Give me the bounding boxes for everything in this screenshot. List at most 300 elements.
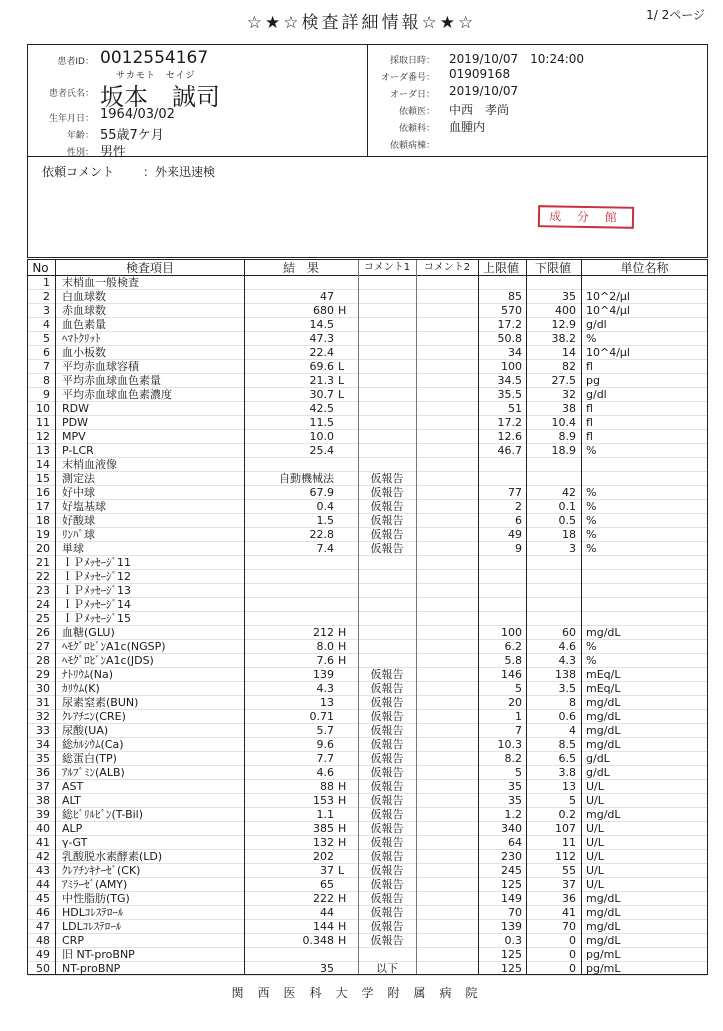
unit-name: % (586, 500, 597, 513)
result-value (244, 584, 336, 597)
sex: 男性 (100, 145, 127, 160)
upper-limit: 70 (508, 906, 522, 919)
lower-limit: 8 (569, 696, 576, 709)
upper-limit: 8.2 (504, 752, 522, 765)
test-item: ＩＰﾒｯｾｰｼﾞ14 (62, 598, 131, 611)
test-item: P-LCR (62, 444, 94, 457)
result-value: 44 (320, 906, 334, 919)
unit-name: g/dl (586, 318, 607, 331)
upper-limit: 17.2 (497, 318, 522, 331)
abnormal-flag (338, 696, 356, 709)
row-number: 4 (43, 318, 50, 331)
test-item: ﾅﾄﾘｳﾑ(Na) (62, 668, 114, 681)
unit-name: % (586, 542, 597, 555)
upper-limit: 20 (508, 696, 522, 709)
result-value (244, 598, 336, 611)
lower-limit: 18.9 (551, 444, 576, 457)
dept-label: 依頼科： (398, 124, 435, 134)
test-item: 血色素量 (62, 318, 106, 331)
comment1: 仮報告 (370, 794, 404, 807)
result-value: 680 (313, 304, 334, 317)
test-item: ｱﾐﾗｰｾﾞ(AMY) (62, 878, 128, 891)
unit-name: % (586, 514, 597, 527)
abnormal-flag (338, 752, 356, 765)
upper-limit: 77 (508, 486, 522, 499)
unit-name: U/L (586, 836, 604, 849)
upper-limit: 149 (501, 892, 522, 905)
result-value: 11.5 (309, 416, 334, 429)
upper-limit: 10.3 (497, 738, 522, 751)
unit-name: g/dL (586, 752, 610, 765)
upper-limit: 51 (508, 402, 522, 415)
row-number: 21 (36, 556, 50, 569)
table-row (28, 318, 707, 332)
test-item: 平均赤血球容積 (62, 360, 139, 373)
header-result: 結 果 (282, 261, 319, 275)
unit-name: mg/dL (586, 696, 621, 709)
lower-limit: 5 (569, 794, 576, 807)
datetime-label: 採取日時： (389, 56, 435, 66)
unit-name: fl (586, 430, 593, 443)
comment1: 仮報告 (370, 472, 404, 485)
lower-limit (524, 556, 578, 569)
lower-limit: 41 (562, 906, 576, 919)
result-value: 88 (320, 780, 334, 793)
lower-limit: 55 (562, 864, 576, 877)
table-row (28, 640, 707, 654)
lower-limit (524, 570, 578, 583)
upper-limit: 35.5 (497, 388, 522, 401)
test-item: ＩＰﾒｯｾｰｼﾞ12 (62, 570, 131, 583)
table-row (28, 850, 707, 864)
lower-limit: 27.5 (551, 374, 576, 387)
result-value: 22.8 (309, 528, 334, 541)
dob-label: 生年月日： (48, 114, 94, 124)
comment1 (358, 598, 416, 611)
test-item: ＩＰﾒｯｾｰｼﾞ13 (62, 584, 131, 597)
lower-limit: 8.9 (558, 430, 576, 443)
abnormal-flag: L (338, 388, 345, 401)
lower-limit: 32 (562, 388, 576, 401)
test-item: ｸﾚｱﾁﾆﾝ(CRE) (62, 710, 126, 723)
row-number: 40 (36, 822, 50, 835)
test-item: ｸﾚｱﾁﾝｷﾅｰｾﾞ(CK) (62, 864, 141, 877)
upper-limit: 100 (501, 626, 522, 639)
abnormal-flag (338, 542, 356, 555)
abnormal-flag (338, 906, 356, 919)
unit-name: fl (586, 360, 593, 373)
upper-limit: 230 (501, 850, 522, 863)
red-stamp: 成 分 館 (538, 205, 634, 229)
comment1 (358, 654, 416, 667)
result-value: 9.6 (316, 738, 334, 751)
result-value: 139 (313, 668, 334, 681)
comment1: 仮報告 (370, 528, 404, 541)
result-value: 35 (320, 962, 334, 975)
test-item: MPV (62, 430, 86, 443)
row-number: 7 (43, 360, 50, 373)
table-row (28, 598, 707, 612)
lower-limit: 14 (562, 346, 576, 359)
result-value: 0.71 (309, 710, 334, 723)
comment1: 仮報告 (370, 892, 404, 905)
unit-name: % (586, 654, 597, 667)
upper-limit: 2 (515, 500, 522, 513)
header-no: No (32, 261, 49, 275)
test-item: ＩＰﾒｯｾｰｼﾞ15 (62, 612, 131, 625)
test-item: ＩＰﾒｯｾｰｼﾞ11 (62, 556, 131, 569)
results-table (27, 259, 708, 975)
upper-limit: 46.7 (497, 444, 522, 457)
result-value: 14.5 (309, 318, 334, 331)
result-value (244, 556, 336, 569)
row-number: 31 (36, 696, 50, 709)
table-row (28, 948, 707, 962)
comment1 (358, 332, 416, 345)
comment1 (358, 304, 416, 317)
result-value: 0.4 (316, 500, 334, 513)
lower-limit: 35 (562, 290, 576, 303)
dob: 1964/03/02 (100, 107, 175, 122)
age: 55歳7ケ月 (100, 128, 164, 143)
abnormal-flag (338, 458, 356, 471)
requesting-dept: 血腫内 (449, 120, 486, 134)
abnormal-flag (338, 570, 356, 583)
result-value: 42.5 (309, 402, 334, 415)
abnormal-flag (338, 850, 356, 863)
result-value: 7.6 (316, 654, 334, 667)
abnormal-flag (338, 710, 356, 723)
lower-limit (524, 612, 578, 625)
result-value: 37 (320, 864, 334, 877)
row-number: 43 (36, 864, 50, 877)
abnormal-flag (338, 584, 356, 597)
lower-limit: 3 (569, 542, 576, 555)
lower-limit: 13 (562, 780, 576, 793)
table-row (28, 710, 707, 724)
unit-name (582, 458, 707, 471)
abnormal-flag: H (338, 304, 347, 317)
comment1 (358, 612, 416, 625)
upper-limit (478, 472, 524, 485)
row-number: 17 (36, 500, 50, 513)
row-number: 6 (43, 346, 50, 359)
test-item: 測定法 (62, 472, 95, 485)
unit-name: mEq/L (586, 668, 621, 681)
comment1 (358, 290, 416, 303)
unit-name: % (586, 486, 597, 499)
table-row (28, 430, 707, 444)
result-value: 1.1 (316, 808, 334, 821)
unit-name: % (586, 332, 597, 345)
order-info (369, 45, 707, 156)
comment1: 仮報告 (370, 836, 404, 849)
abnormal-flag (338, 346, 356, 359)
test-item: 旧 NT-proBNP (62, 948, 135, 961)
header-comment1: コメント1 (363, 262, 411, 273)
table-row (28, 892, 707, 906)
upper-limit (478, 584, 524, 597)
unit-name: U/L (586, 780, 604, 793)
upper-limit (478, 598, 524, 611)
table-row (28, 752, 707, 766)
unit-name (582, 472, 707, 485)
unit-name: mg/dL (586, 920, 621, 933)
upper-limit: 50.8 (497, 332, 522, 345)
upper-limit: 49 (508, 528, 522, 541)
comment1: 仮報告 (370, 500, 404, 513)
lower-limit: 18 (562, 528, 576, 541)
row-number: 38 (36, 794, 50, 807)
table-row (28, 556, 707, 570)
result-value: 4.3 (316, 682, 334, 695)
result-value: 385 (313, 822, 334, 835)
upper-limit: 64 (508, 836, 522, 849)
result-value: 65 (320, 878, 334, 891)
result-value: 47.3 (309, 332, 334, 345)
test-item: HDLｺﾚｽﾃﾛｰﾙ (62, 906, 124, 919)
comment1 (358, 416, 416, 429)
unit-name: pg/mL (586, 948, 621, 961)
row-number: 25 (36, 612, 50, 625)
test-item: NT-proBNP (62, 962, 121, 975)
unit-name: 10^4/μl (586, 304, 630, 317)
lower-limit: 0 (569, 962, 576, 975)
result-value: 30.7 (309, 388, 334, 401)
row-number: 28 (36, 654, 50, 667)
row-number: 26 (36, 626, 50, 639)
abnormal-flag (338, 472, 356, 485)
result-value: 10.0 (309, 430, 334, 443)
table-row (28, 346, 707, 360)
comment1 (358, 318, 416, 331)
row-number: 42 (36, 850, 50, 863)
upper-limit: 6.2 (504, 640, 522, 653)
comment1: 仮報告 (370, 906, 404, 919)
unit-name: fl (586, 416, 593, 429)
test-item: ﾍﾓｸﾞﾛﾋﾞﾝA1c(JDS) (62, 654, 154, 667)
test-item: LDLｺﾚｽﾃﾛｰﾙ (62, 920, 122, 933)
row-number: 23 (36, 584, 50, 597)
lower-limit: 0.1 (558, 500, 576, 513)
unit-name: mg/dL (586, 808, 621, 821)
abnormal-flag (338, 808, 356, 821)
order-number: 01909168 (449, 67, 511, 81)
comment1 (358, 346, 416, 359)
table-row (28, 542, 707, 556)
table-row (28, 696, 707, 710)
unit-name: % (586, 528, 597, 541)
row-number: 37 (36, 780, 50, 793)
table-row (28, 920, 707, 934)
lower-limit: 0.2 (558, 808, 576, 821)
sex-label: 性別： (66, 148, 94, 158)
comment1: 仮報告 (370, 850, 404, 863)
order-date-label: オーダ日： (389, 90, 435, 100)
test-item: 乳酸脱水素酵素(LD) (62, 850, 163, 863)
abnormal-flag (338, 682, 356, 695)
row-number: 30 (36, 682, 50, 695)
comment1 (358, 388, 416, 401)
table-row (28, 906, 707, 920)
lower-limit: 0.6 (558, 710, 576, 723)
lower-limit: 11 (562, 836, 576, 849)
row-number: 46 (36, 906, 50, 919)
test-item: 尿酸(UA) (62, 724, 109, 737)
row-number: 20 (36, 542, 50, 555)
lower-limit: 6.5 (558, 752, 576, 765)
table-row (28, 878, 707, 892)
row-number: 35 (36, 752, 50, 765)
upper-limit: 12.6 (497, 430, 522, 443)
upper-limit (478, 458, 524, 471)
abnormal-flag (338, 598, 356, 611)
lower-limit: 112 (555, 850, 576, 863)
upper-limit: 35 (508, 794, 522, 807)
test-item: ﾍﾏﾄｸﾘｯﾄ (62, 332, 101, 345)
header-section (27, 44, 708, 160)
patient-id-label: 患者ID： (57, 57, 94, 67)
lower-limit: 4 (569, 724, 576, 737)
test-item: ｶﾘｳﾑ(K) (62, 682, 100, 695)
row-number: 36 (36, 766, 50, 779)
abnormal-flag (338, 668, 356, 681)
comment1 (358, 276, 416, 289)
table-row (28, 738, 707, 752)
lower-limit: 107 (555, 822, 576, 835)
table-row (28, 808, 707, 822)
comment-label: 依頼コメント (42, 165, 115, 179)
row-number: 14 (36, 458, 50, 471)
test-item: 好塩基球 (62, 500, 106, 513)
test-item: 総蛋白(TP) (62, 752, 117, 765)
header-unit: 単位名称 (620, 261, 669, 275)
table-row (28, 472, 707, 486)
unit-name: 10^2/μl (586, 290, 630, 303)
unit-name (582, 570, 707, 583)
row-number: 3 (43, 304, 50, 317)
comment1: 仮報告 (370, 920, 404, 933)
abnormal-flag (338, 878, 356, 891)
comment1 (358, 374, 416, 387)
result-value: 67.9 (309, 486, 334, 499)
upper-limit: 34 (508, 346, 522, 359)
unit-name: U/L (586, 850, 604, 863)
lower-limit: 37 (562, 878, 576, 891)
test-item: ALP (62, 822, 83, 835)
unit-name: g/dL (586, 766, 610, 779)
comment1 (358, 360, 416, 373)
requesting-doctor: 中西 孝尚 (449, 103, 510, 117)
table-row (28, 570, 707, 584)
lower-limit: 38 (562, 402, 576, 415)
comment1: 仮報告 (370, 542, 404, 555)
result-value (244, 276, 336, 289)
header-item: 検査項目 (125, 261, 174, 275)
row-number: 10 (36, 402, 50, 415)
result-value: 202 (313, 850, 334, 863)
lower-limit (524, 584, 578, 597)
abnormal-flag (338, 612, 356, 625)
comment1 (358, 458, 416, 471)
result-value: 25.4 (309, 444, 334, 457)
patient-name-label: 患者氏名： (48, 89, 94, 99)
upper-limit (478, 556, 524, 569)
result-value: 13 (320, 696, 334, 709)
upper-limit: 570 (501, 304, 522, 317)
abnormal-flag (338, 290, 356, 303)
row-number: 41 (36, 836, 50, 849)
upper-limit: 139 (501, 920, 522, 933)
table-row (28, 780, 707, 794)
table-row (28, 388, 707, 402)
abnormal-flag (338, 738, 356, 751)
table-row (28, 682, 707, 696)
table-row (28, 276, 707, 290)
unit-name: pg (586, 374, 600, 387)
table-row (28, 304, 707, 318)
result-value: 47 (320, 290, 334, 303)
row-number: 47 (36, 920, 50, 933)
table-row (28, 626, 707, 640)
abnormal-flag (338, 402, 356, 415)
test-item: PDW (62, 416, 88, 429)
unit-name: mg/dL (586, 892, 621, 905)
comment1 (358, 570, 416, 583)
abnormal-flag: H (338, 654, 347, 667)
abnormal-flag (338, 486, 356, 499)
test-item: 総ｶﾙｼｳﾑ(Ca) (62, 738, 124, 751)
abnormal-flag (338, 948, 356, 961)
result-value: 5.7 (316, 724, 334, 737)
row-number: 29 (36, 668, 50, 681)
lower-limit: 0.5 (558, 514, 576, 527)
comment1: 仮報告 (370, 696, 404, 709)
lower-limit (524, 276, 578, 289)
upper-limit: 125 (501, 878, 522, 891)
test-item: 血小板数 (62, 346, 106, 359)
table-row (28, 934, 707, 948)
result-value (244, 612, 336, 625)
upper-limit: 34.5 (497, 374, 522, 387)
collection-datetime: 2019/10/07 10:24:00 (449, 52, 585, 66)
row-number: 22 (36, 570, 50, 583)
request-comment (27, 157, 708, 258)
table-row (28, 444, 707, 458)
test-item: ｱﾙﾌﾞﾐﾝ(ALB) (62, 766, 125, 779)
table-row (28, 514, 707, 528)
upper-limit: 9 (515, 542, 522, 555)
abnormal-flag: H (338, 780, 347, 793)
unit-name: % (586, 640, 597, 653)
result-value: 22.4 (309, 346, 334, 359)
lower-limit: 0 (569, 948, 576, 961)
lower-limit: 4.6 (558, 640, 576, 653)
header-upper: 上限値 (482, 261, 519, 275)
result-value: 21.3 (309, 374, 334, 387)
unit-name: mg/dL (586, 710, 621, 723)
comment1 (358, 444, 416, 457)
lower-limit: 36 (562, 892, 576, 905)
lower-limit: 60 (562, 626, 576, 639)
row-number: 1 (43, 276, 50, 289)
table-row (28, 724, 707, 738)
unit-name: g/dl (586, 388, 607, 401)
test-item: 好酸球 (62, 514, 95, 527)
upper-limit (478, 612, 524, 625)
comment1: 仮報告 (370, 752, 404, 765)
result-value: 222 (313, 892, 334, 905)
